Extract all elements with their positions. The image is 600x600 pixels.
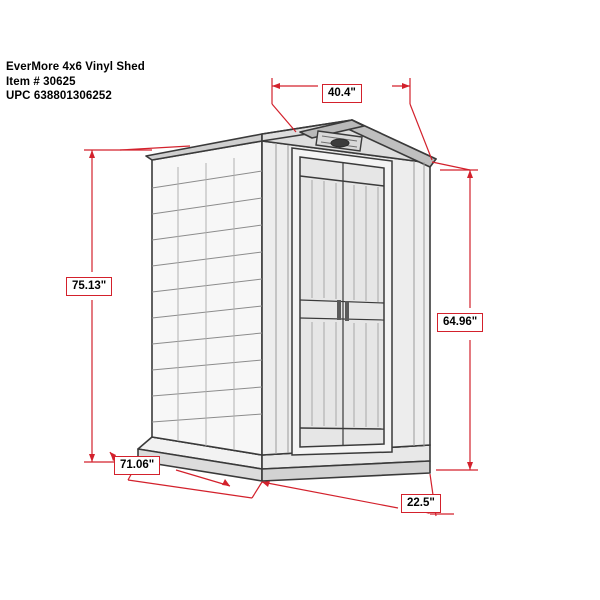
title-line-item-number: Item # 30625 [6,75,76,88]
title-line-upc: UPC 638801306252 [6,90,112,102]
dimension-label-height-right: 64.96" [437,313,483,332]
dimension-label-width-front: 22.5" [401,494,441,513]
title-line-product: EverMore 4x6 Vinyl Shed [6,61,145,73]
dimension-label-depth-front: 71.06" [114,456,160,475]
title-block [6,60,145,104]
dimension-label-height-left: 75.13" [66,277,112,296]
dimension-label-width-top: 40.4" [322,84,362,103]
